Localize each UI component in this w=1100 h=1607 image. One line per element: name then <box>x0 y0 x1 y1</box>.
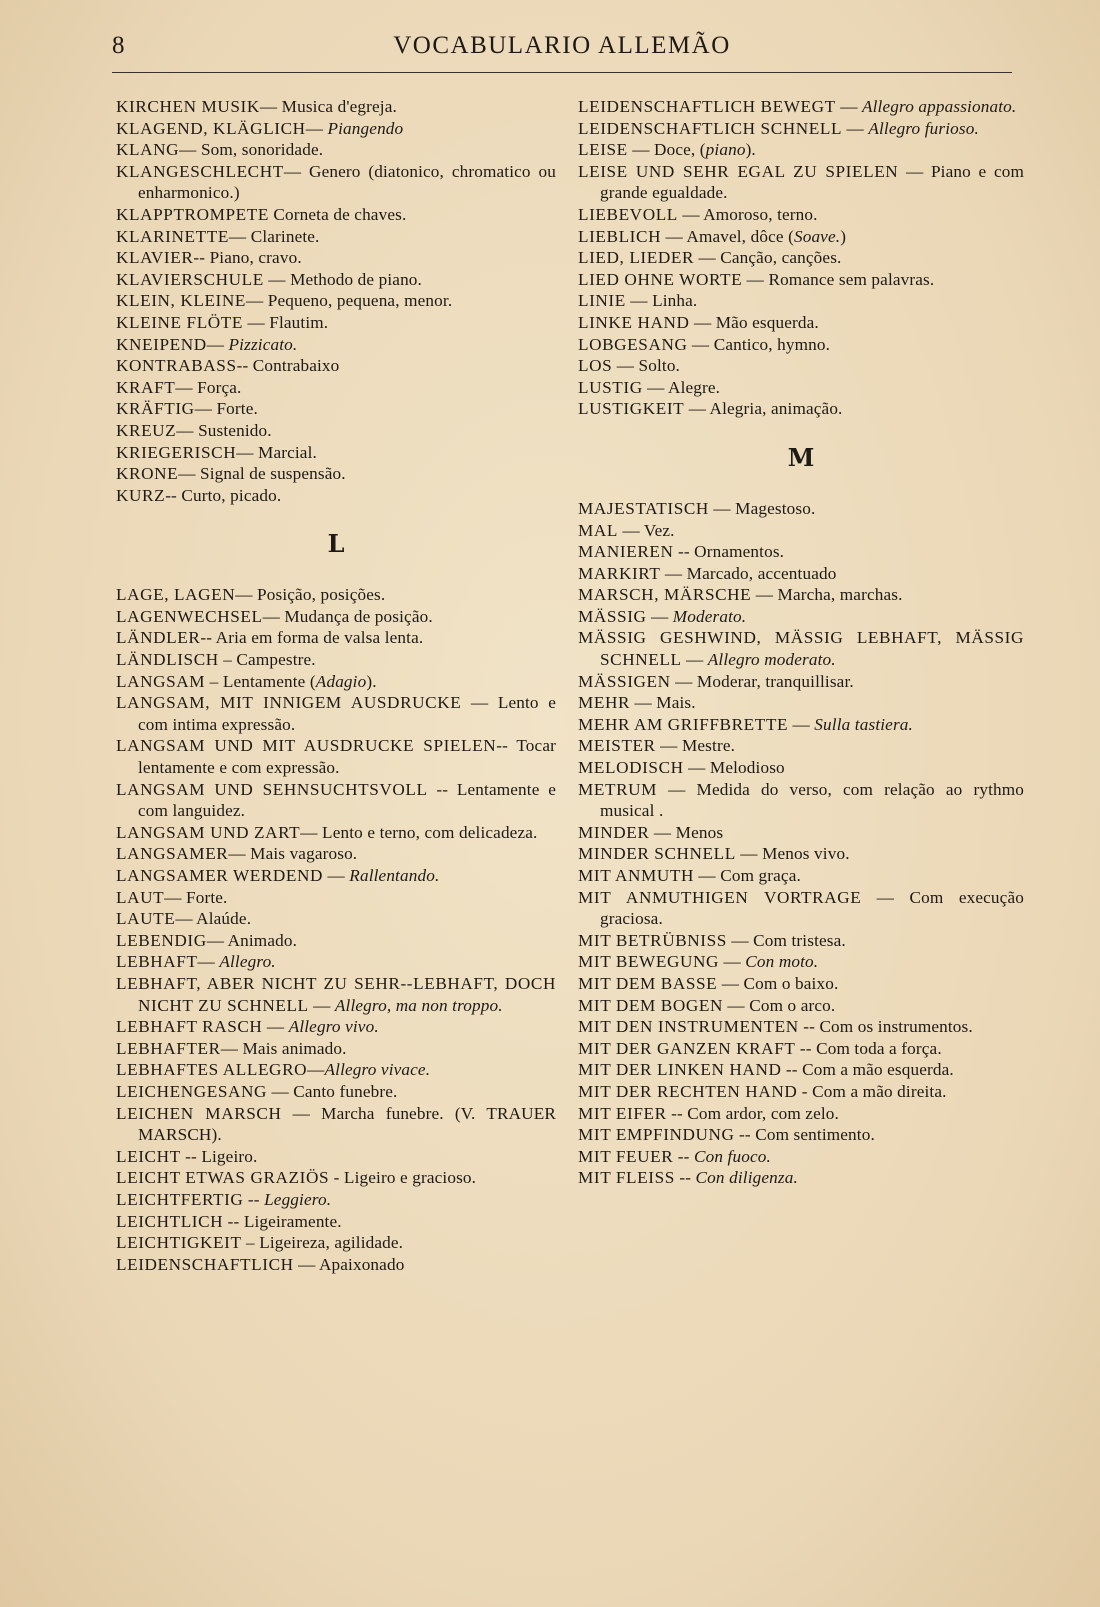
dictionary-entry <box>578 269 1024 291</box>
entry-headword: LEBHAFT RASCH <box>116 1017 263 1037</box>
entry-headword: LEICHEN MARSCH <box>116 1103 282 1123</box>
dictionary-entry <box>116 1211 556 1233</box>
dictionary-entry <box>116 485 556 507</box>
entry-headword: KLEINE FLÖTE <box>116 312 244 332</box>
entry-headword: MIT BETRÜBNISS <box>578 930 727 950</box>
entry-definition: — Com execução graciosa. <box>600 887 1024 929</box>
entry-definition: -- Piano, cravo. <box>193 248 302 268</box>
entry-definition: — Medida do verso, com relação ao rythmo musical . <box>600 779 1024 821</box>
entry-headword: MIT FEUER <box>578 1146 674 1166</box>
entry-definition: — Musica d'egreja. <box>259 97 397 116</box>
entry-definition: — Mais. <box>630 693 696 713</box>
entry-headword: MEISTER <box>578 736 656 756</box>
entry-definition: — Mão esquerda. <box>689 312 819 332</box>
dictionary-entry <box>116 735 556 778</box>
entry-definition: — Canção, canções. <box>694 248 842 268</box>
entry-definition: — Vez. <box>618 520 675 540</box>
entry-italian-term: Allegro moderato. <box>707 650 836 670</box>
dictionary-entry <box>578 1124 1024 1146</box>
dictionary-entry <box>116 908 556 930</box>
dictionary-entry <box>116 377 556 399</box>
entry-definition: — Amoroso, terno. <box>677 204 818 224</box>
dictionary-entry <box>116 1167 556 1189</box>
entry-italian-term: Allegro, ma non troppo. <box>334 995 503 1015</box>
entry-headword: LEIDENSCHAFTLICH BEWEGT <box>578 97 836 116</box>
entry-headword: LAUT <box>116 887 165 907</box>
entry-headword: MÄSSIGEN <box>578 671 671 691</box>
entry-definition: — Com tristesa. <box>726 930 846 950</box>
dictionary-entry <box>578 312 1024 334</box>
entry-headword: MEHR <box>578 693 631 713</box>
entry-italian-term: Con moto. <box>745 952 819 972</box>
entry-headword: LEIDENSCHAFTLICH SCHNELL <box>578 118 843 138</box>
entry-headword: LEICHT ETWAS GRAZIÖS <box>116 1168 330 1188</box>
entry-headword: MELODISCH <box>578 758 684 778</box>
entry-italian-term: Pizzicato. <box>228 334 298 354</box>
entry-headword: MANIEREN <box>578 542 674 562</box>
entry-headword: MIT ANMUTHIGEN VORTRAGE <box>578 887 862 907</box>
dictionary-entry <box>578 779 1024 822</box>
entry-headword: LAGE, LAGEN <box>116 585 236 605</box>
entry-headword: KLAGEND, KLÄGLICH <box>116 118 306 138</box>
entry-definition: - Ligeiro e gracioso. <box>329 1168 477 1188</box>
entry-headword: LANGSAM UND ZART <box>116 822 301 842</box>
dictionary-entry <box>578 995 1024 1017</box>
entry-headword: MIT DEM BOGEN <box>578 995 723 1015</box>
dictionary-entry <box>578 930 1024 952</box>
dictionary-entry <box>578 606 1024 628</box>
dictionary-entry <box>116 355 556 377</box>
dictionary-entry <box>578 692 1024 714</box>
dictionary-entry <box>578 822 1024 844</box>
entry-italian-term: Allegro vivo. <box>288 1017 379 1037</box>
entry-definition: — <box>206 334 229 354</box>
entry-definition: — Posição, posições. <box>235 585 386 605</box>
entry-headword: LÄNDLISCH <box>116 650 219 670</box>
entry-headword: KREUZ <box>116 420 177 440</box>
entry-definition: — <box>788 714 815 734</box>
entry-headword: KLARINETTE <box>116 226 229 246</box>
entry-headword: LEICHTIGKEIT <box>116 1233 242 1253</box>
entry-headword: MIT BEWEGUNG <box>578 952 720 972</box>
entry-definition: — Lento e terno, com delicadeza. <box>300 822 538 842</box>
entry-headword: KLAPPTROMPETE <box>116 204 269 224</box>
dictionary-entry <box>116 161 556 204</box>
entry-headword: KLAVIERSCHULE <box>116 269 264 289</box>
entry-definition: — <box>646 606 673 626</box>
entry-headword: MIT DER LINKEN HAND <box>578 1060 782 1080</box>
dictionary-entry <box>116 887 556 909</box>
entry-definition: -- Ligeiro. <box>180 1146 258 1166</box>
dictionary-entry <box>116 973 556 1016</box>
dictionary-entry <box>578 118 1024 140</box>
entry-definition: -- Ligeiramente. <box>223 1211 342 1231</box>
dictionary-entry <box>116 290 556 312</box>
entry-headword: LUSTIGKEIT <box>578 399 685 419</box>
entry-headword: LEBHAFT <box>116 952 198 972</box>
entry-italian-term: Allegro. <box>219 952 276 972</box>
entry-definition-tail: ) <box>840 226 847 246</box>
dictionary-entry <box>578 334 1024 356</box>
dictionary-entry <box>116 118 556 140</box>
left-column <box>116 96 556 1275</box>
dictionary-entry <box>116 843 556 865</box>
entry-headword: MARSCH, MÄRSCHE <box>578 585 752 605</box>
page-header <box>112 32 1012 68</box>
entry-definition: -- <box>673 1146 694 1166</box>
dictionary-entry <box>578 887 1024 930</box>
entry-headword: MIT ANMUTH <box>578 866 694 885</box>
entry-headword: MINDER SCHNELL <box>578 844 736 864</box>
entry-italian-term: Adagio <box>315 671 367 691</box>
dictionary-entry <box>116 247 556 269</box>
dictionary-entry <box>116 398 556 420</box>
entry-italian-term: Allegro appassionato. <box>861 97 1017 116</box>
entry-definition: — Clarinete. <box>228 226 320 246</box>
entry-headword: KRÄFTIG <box>116 399 195 419</box>
dictionary-entry <box>116 1189 556 1211</box>
dictionary-entry <box>578 951 1024 973</box>
entry-definition: -- <box>243 1189 265 1209</box>
dictionary-entry <box>116 463 556 485</box>
dictionary-entry <box>116 779 556 822</box>
entry-headword: LIEBLICH <box>578 226 662 246</box>
entry-headword: MÄSSIG <box>578 606 647 626</box>
entry-italian-term: Sulla tastiera. <box>814 714 913 734</box>
dictionary-entry <box>116 334 556 356</box>
entry-italian-term: Allegro furioso. <box>868 118 979 138</box>
dictionary-entry <box>578 627 1024 670</box>
right-column <box>578 96 1024 1189</box>
entry-definition: — Força. <box>175 377 242 397</box>
entry-definition: — Alaúde. <box>175 909 252 929</box>
dictionary-entry <box>578 584 1024 606</box>
entry-definition: — Animado. <box>206 930 298 950</box>
entry-definition: — Doce, ( <box>627 140 706 160</box>
entry-headword: KIRCHEN MUSIK <box>116 97 260 116</box>
entry-italian-term: Rallentando. <box>349 866 440 885</box>
entry-definition: -- Aria em forma de valsa lenta. <box>200 628 424 648</box>
entry-headword: MIT EMPFINDUNG <box>578 1125 735 1145</box>
entry-definition: — Genero (diatonico, chromatico ou enharmonico.) <box>138 161 556 203</box>
entry-definition: — Marcado, accentuado <box>660 563 837 583</box>
entry-headword: LEISE UND SEHR EGAL ZU SPIELEN <box>578 161 899 181</box>
entry-definition: — Mais vagaroso. <box>228 844 358 864</box>
entry-definition: -- Contrabaixo <box>236 356 340 376</box>
entry-headword: MIT EIFER <box>578 1103 667 1123</box>
entries-l-left <box>116 584 556 1275</box>
dictionary-entry <box>116 606 556 628</box>
entry-definition: — Com o arco. <box>722 995 836 1015</box>
section-letter-l: L <box>327 529 345 559</box>
entry-definition: — Marcha funebre. (V. TRAUER MARSCH). <box>138 1103 556 1145</box>
entry-definition: — Som, sonoridade. <box>179 140 324 160</box>
dictionary-entry <box>116 649 556 671</box>
entry-definition: — Signal de suspensão. <box>178 464 346 484</box>
entry-definition: — Cantico, hymno. <box>687 334 831 354</box>
dictionary-entry <box>578 498 1024 520</box>
dictionary-entry <box>578 247 1024 269</box>
entry-headword: LEBENDIG <box>116 930 207 950</box>
entries-m <box>578 498 1024 1189</box>
dictionary-entry <box>578 1059 1024 1081</box>
dictionary-entry <box>116 584 556 606</box>
dictionary-entry <box>116 627 556 649</box>
dictionary-entry <box>116 96 556 118</box>
entry-headword: LANGSAM, MIT INNIGEM AUSDRUCKE <box>116 693 462 713</box>
entry-definition: -- <box>674 1168 696 1188</box>
dictionary-entry <box>578 226 1024 248</box>
entry-definition: — <box>323 866 350 885</box>
entry-definition: — <box>262 1017 289 1037</box>
dictionary-entry <box>116 312 556 334</box>
entry-definition: — Forte. <box>164 887 228 907</box>
dictionary-entry <box>116 269 556 291</box>
dictionary-entry <box>116 692 556 735</box>
dictionary-entry <box>578 377 1024 399</box>
dictionary-entry <box>578 161 1024 204</box>
entry-italian-term: Con fuoco. <box>693 1146 771 1166</box>
entry-definition: -- Curto, picado. <box>165 485 282 505</box>
entry-headword: LANGSAMER <box>116 844 229 864</box>
entry-headword: LEICHT <box>116 1146 181 1166</box>
dictionary-entry <box>116 1254 556 1276</box>
entry-definition: — Apaixonado <box>293 1254 405 1274</box>
dictionary-entry <box>578 1146 1024 1168</box>
entry-definition: — Melodioso <box>683 758 785 778</box>
dictionary-entry <box>578 843 1024 865</box>
entry-italian-term: Moderato. <box>672 606 747 626</box>
entry-headword: LÄNDLER <box>116 628 201 648</box>
entry-definition: — Moderar, tranquillisar. <box>670 671 854 691</box>
entry-headword: LEICHTFERTIG <box>116 1189 244 1209</box>
entry-definition: — Pequeno, pequena, menor. <box>245 291 453 311</box>
entry-italian-term: piano <box>705 140 746 160</box>
dictionary-entry <box>578 1016 1024 1038</box>
entry-definition: — <box>681 650 708 670</box>
entry-headword: KONTRABASS <box>116 356 237 376</box>
entry-headword: MÄSSIG GESHWIND, MÄSSIG LEBHAFT, MÄSSIG SCHNELL <box>578 628 1024 670</box>
entry-headword: LUSTIG <box>578 377 643 397</box>
entry-definition: -- Com toda a força. <box>795 1038 942 1058</box>
entry-headword: LANGSAM UND SEHNSUCHTSVOLL <box>116 779 428 799</box>
entry-headword: MAJESTATISCH <box>578 498 709 518</box>
dictionary-entry <box>578 139 1024 161</box>
entry-definition: — Marcial. <box>236 442 317 462</box>
entry-definition: — Com graça. <box>693 866 801 885</box>
entry-definition: — <box>835 97 862 116</box>
entry-headword: LEIDENSCHAFTLICH <box>116 1254 294 1274</box>
entry-headword: KLAVIER <box>116 248 194 268</box>
entry-definition: — <box>719 952 746 972</box>
entry-headword: LINKE HAND <box>578 312 690 332</box>
entry-headword: LOBGESANG <box>578 334 688 354</box>
dictionary-entry <box>116 1081 556 1103</box>
entry-headword: KLANG <box>116 140 180 160</box>
dictionary-entry <box>578 520 1024 542</box>
running-head-title: VOCABULARIO ALLEMÃO <box>393 32 731 59</box>
dictionary-entry <box>116 822 556 844</box>
entry-definition: — <box>307 1060 325 1080</box>
entry-headword: LAGENWECHSEL <box>116 606 263 626</box>
entry-italian-term: Con diligenza. <box>695 1168 798 1188</box>
dictionary-entry <box>578 1038 1024 1060</box>
entry-headword: LOS <box>578 356 613 376</box>
entry-headword: MAL <box>578 520 618 540</box>
dictionary-entry <box>116 1059 556 1081</box>
dictionary-entry <box>116 671 556 693</box>
dictionary-entry <box>116 1103 556 1146</box>
entry-headword: KNEIPEND <box>116 334 207 354</box>
entry-headword: MIT FLEISS <box>578 1168 675 1188</box>
entry-headword: KLEIN, KLEINE <box>116 291 246 311</box>
entry-definition: Corneta de chaves. <box>268 204 407 224</box>
entry-headword: LAUTE <box>116 909 176 929</box>
entry-definition: — <box>197 952 220 972</box>
entry-headword: LEBHAFTER <box>116 1038 221 1058</box>
dictionary-entry <box>116 139 556 161</box>
entry-headword: LEISE <box>578 140 628 160</box>
entry-headword: MARKIRT <box>578 563 661 583</box>
dictionary-entry <box>578 865 1024 887</box>
entry-italian-term: Leggiero. <box>264 1189 332 1209</box>
entry-definition: — Menos <box>649 822 724 842</box>
entry-headword: LANGSAM UND MIT AUSDRUCKE SPIELEN <box>116 736 497 756</box>
entry-definition: — Alegre. <box>642 377 721 397</box>
entry-headword: KRONE <box>116 464 179 484</box>
entry-headword: LEICHENGESANG <box>116 1081 268 1101</box>
entry-headword: KURZ <box>116 485 166 505</box>
entry-definition: — Forte. <box>194 399 258 419</box>
dictionary-entry <box>116 1038 556 1060</box>
dictionary-entry <box>578 541 1024 563</box>
entry-definition: — Solto. <box>612 356 681 376</box>
entry-headword: MEHR AM GRIFFBRETTE <box>578 714 789 734</box>
entry-definition-tail: ). <box>745 140 756 160</box>
entry-definition: — Com o baixo. <box>717 973 839 993</box>
dictionary-entry <box>116 951 556 973</box>
dictionary-entry <box>116 420 556 442</box>
dictionary-entry <box>578 96 1024 118</box>
entries-k <box>116 96 556 506</box>
entry-definition: -- Tocar lentamente e com expressão. <box>138 736 556 778</box>
entry-headword: MIT DER GANZEN KRAFT <box>578 1038 796 1058</box>
dictionary-entry <box>578 1167 1024 1189</box>
dictionary-entry <box>578 398 1024 420</box>
entry-definition: — Lento e com intima expressão. <box>138 693 557 734</box>
entry-headword: LEBHAFTES ALLEGRO <box>116 1060 308 1080</box>
dictionary-entry <box>116 1016 556 1038</box>
entry-definition: — Sustenido. <box>176 420 272 440</box>
entry-definition: – Campestre. <box>218 650 316 670</box>
entry-definition: -- Com os instrumentos. <box>798 1017 973 1037</box>
entry-headword: MIT DEM BASSE <box>578 973 718 993</box>
entry-headword: LIED OHNE WORTE <box>578 269 743 289</box>
entry-definition: — <box>842 118 869 138</box>
entry-italian-term: Piangendo <box>327 118 404 138</box>
entry-headword: MIT DEN INSTRUMENTEN <box>578 1017 799 1037</box>
entry-definition: – Lentamente ( <box>205 671 316 691</box>
entry-definition: -- Com sentimento. <box>734 1125 875 1145</box>
dictionary-entry <box>116 204 556 226</box>
entry-headword: METRUM <box>578 779 658 799</box>
entry-definition: — Mais animado. <box>220 1038 347 1058</box>
entry-headword: MINDER <box>578 822 650 842</box>
entry-headword: LANGSAM <box>116 671 206 691</box>
section-letter-m: M <box>787 442 815 472</box>
header-rule <box>112 72 1012 73</box>
entry-italian-term: Soave. <box>793 226 841 246</box>
entry-definition: — Magestoso. <box>708 498 816 518</box>
dictionary-entry <box>116 442 556 464</box>
entry-definition: - Com a mão direita. <box>797 1081 947 1101</box>
entry-headword: LEBHAFT, ABER NICHT ZU SEHR--LEBHAFT, DOCH NICHT ZU SCHNELL <box>116 973 556 1015</box>
dictionary-entry <box>578 1081 1024 1103</box>
entry-headword: KRIEGERISCH <box>116 442 237 462</box>
entry-definition: — Alegria, animação. <box>684 399 843 419</box>
dictionary-entry <box>578 204 1024 226</box>
dictionary-entry <box>578 714 1024 736</box>
entry-headword: KRAFT <box>116 377 176 397</box>
dictionary-entry <box>578 563 1024 585</box>
entry-definition: — Flautim. <box>243 312 329 332</box>
dictionary-entry <box>116 930 556 952</box>
dictionary-entry <box>578 735 1024 757</box>
entry-headword: LANGSAMER WERDEND <box>116 866 324 885</box>
entry-definition: — Methodo de piano. <box>263 269 422 289</box>
entry-definition: — Canto funebre. <box>267 1081 398 1101</box>
entry-headword: LIEBEVOLL <box>578 204 678 224</box>
entry-definition: — <box>305 118 328 138</box>
dictionary-entry <box>116 226 556 248</box>
dictionary-entry <box>578 671 1024 693</box>
entry-definition: -- Ornamentos. <box>673 542 785 562</box>
entry-definition: — Amavel, dôce ( <box>661 226 794 246</box>
dictionary-entry <box>116 1146 556 1168</box>
entry-headword: LINIE <box>578 291 626 311</box>
entry-headword: KLANGESCHLECHT <box>116 161 284 181</box>
dictionary-entry <box>116 865 556 887</box>
entry-definition: — Mudança de posição. <box>262 606 433 626</box>
entries-l-right <box>578 96 1024 420</box>
entry-definition-tail: ). <box>366 671 377 691</box>
dictionary-entry <box>578 355 1024 377</box>
page-number: 8 <box>112 32 126 59</box>
entry-definition: — Mestre. <box>655 736 736 756</box>
entry-headword: LEICHTLICH <box>116 1211 224 1231</box>
entry-definition: — Piano e com grande egualdade. <box>600 161 1024 203</box>
entry-definition: -- Com ardor, com zelo. <box>666 1103 839 1123</box>
entry-definition: — <box>308 995 335 1015</box>
entry-definition: — Romance sem palavras. <box>742 269 935 289</box>
dictionary-entry <box>116 1232 556 1254</box>
dictionary-entry <box>578 973 1024 995</box>
entry-headword: LIED, LIEDER <box>578 248 695 268</box>
dictionary-entry <box>578 1103 1024 1125</box>
entry-headword: MIT DER RECHTEN HAND <box>578 1081 798 1101</box>
dictionary-entry <box>578 290 1024 312</box>
entry-definition: — Menos vivo. <box>735 844 850 864</box>
entry-definition: — Linha. <box>625 291 698 311</box>
entry-italian-term: Allegro vivace. <box>324 1060 431 1080</box>
entry-definition: -- Lentamente e com languidez. <box>138 779 556 821</box>
entry-definition: – Ligeireza, agilidade. <box>241 1233 404 1253</box>
dictionary-entry <box>578 757 1024 779</box>
entry-definition: — Marcha, marchas. <box>751 585 903 605</box>
entry-definition: -- Com a mão esquerda. <box>781 1060 954 1080</box>
